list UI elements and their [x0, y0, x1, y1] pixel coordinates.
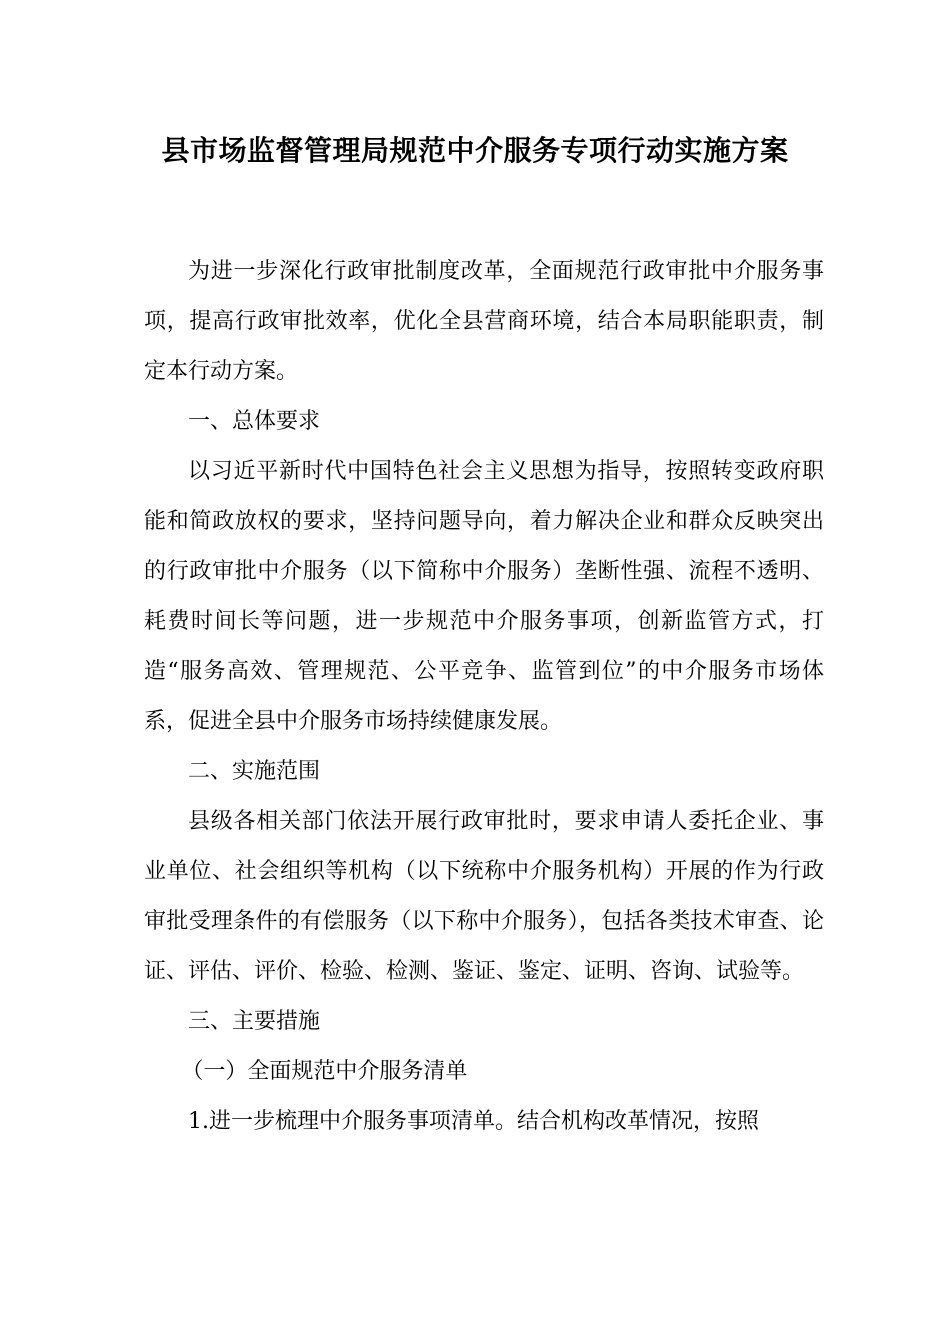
numbered-item-1: 1.进一步梳理中介服务事项清单。结合机构改革情况，按照	[188, 1109, 759, 1134]
subsection-heading-3-1: （一）全面规范中介服务清单	[181, 1059, 468, 1084]
intro-paragraph: 为进一步深化行政审批制度改革，全面规范行政审批中介服务事项，提高行政审批效率，优化全县营商环境，结合本局职能职责，制定本行动方案。	[144, 259, 824, 384]
document-body	[144, 247, 824, 1147]
section-heading-1: 一、总体要求	[188, 409, 321, 434]
section-2-paragraph: 县级各相关部门依法开展行政审批时，要求申请人委托企业、事业单位、社会组织等机构（以下统称中介服务机构）开展的作为行政审批受理条件的有偿服务（以下称中介服务），包括各类技术审查、论证、评估、评价、检验、检测、鉴证、鉴定、证明、咨询、试验等。	[144, 809, 824, 984]
document-title: 县市场监督管理局规范中介服务专项行动实施方案	[161, 134, 789, 167]
section-1-paragraph: 以习近平新时代中国特色社会主义思想为指导，按照转变政府职能和简政放权的要求，坚持问题导向，着力解决企业和群众反映突出的行政审批中介服务（以下简称中介服务）垄断性强、流程不透明、耗费时间长等问题，进一步规范中介服务事项，创新监管方式，打造“服务高效、管理规范、公平竞争、监管到位”的中介服务市场体系，促进全县中介服务市场持续健康发展。	[144, 459, 824, 734]
section-heading-3: 三、主要措施	[188, 1009, 321, 1034]
section-heading-2: 二、实施范围	[188, 759, 321, 784]
